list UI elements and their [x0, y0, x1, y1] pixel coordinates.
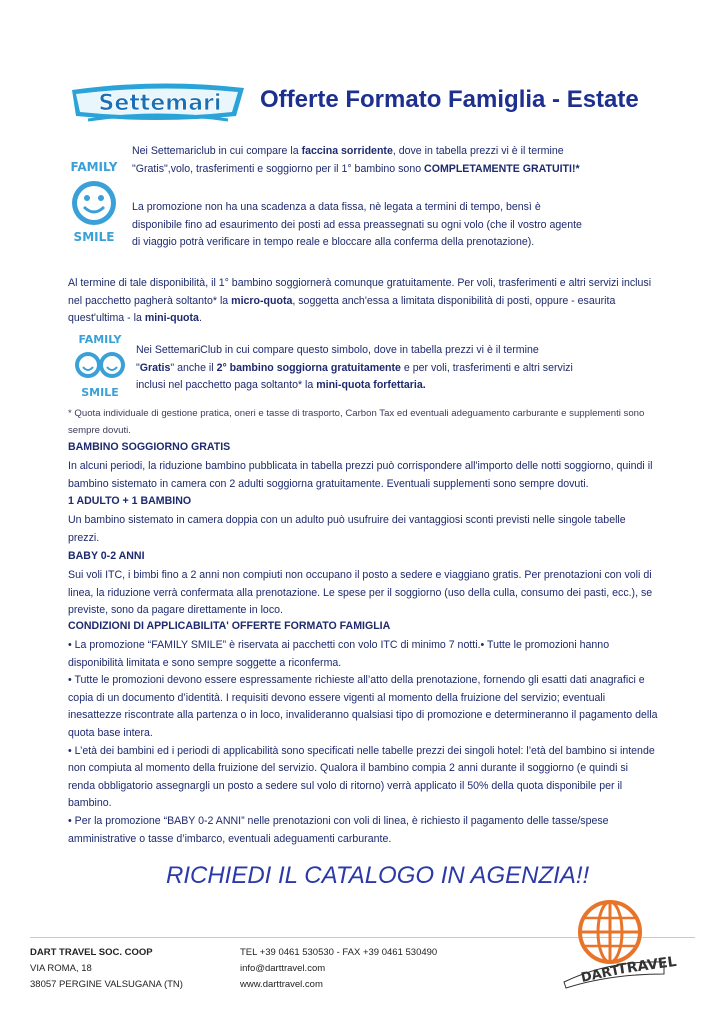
svg-text:SMILE: SMILE: [73, 230, 115, 244]
address-line-1: VIA ROMA, 18: [30, 963, 92, 974]
footnote: * Quota individuale di gestione pratica, oneri e tasse di trasporto, Carbon Tax ed eventuali adeguamento carburante e supplementi sono sempre dovuti.: [68, 408, 645, 436]
section-title-adulto-bambino: 1 ADULTO + 1 BAMBINO: [68, 495, 192, 507]
condition-item: • La promozione “FAMILY SMILE” è riservata ai pacchetti con volo ITC di minimo 7 notti.• Tutte le promozioni hanno disponibilità limitata e sono sempre soggette a riconferma.: [68, 639, 610, 669]
family-smile-double-icon: [68, 330, 132, 400]
svg-text:FAMILY: FAMILY: [70, 160, 118, 174]
svg-text:FAMILY: FAMILY: [78, 333, 122, 346]
intro-paragraph-3: Al termine di tale disponibilità, il 1° bambino soggiornerà comunque gratuitamente. Per voli, trasferimenti e altri servizi inclusi nel pacchetto pagherà soltanto* la micro-quota, soggetta anch'essa a limitata disponibilità di posti, oppure - esaurita quest'ultima - la mini-quota.: [68, 277, 652, 325]
settemari-logo: [68, 80, 248, 122]
section-title-bambino-gratis: BAMBINO SOGGIORNO GRATIS: [68, 441, 231, 453]
intro-paragraph-1: Nei Settemariclub in cui compare la faccina sorridente, dove in tabella prezzi vi è il termine "Gratis",volo, trasferimenti e soggiorno per il 1° bambino sono COMPLETAMENTE GRATUITI!*: [132, 145, 580, 175]
address-line-2: 38057 PERGINE VALSUGANA (TN): [30, 979, 183, 990]
company-name: DART TRAVEL SOC. COOP: [30, 947, 153, 958]
phone-fax: TEL +39 0461 530530 - FAX +39 0461 530490: [240, 947, 438, 958]
footer-address: [30, 945, 183, 993]
catalog-cta: RICHIEDI IL CATALOGO IN AGENZIA!!: [166, 862, 590, 889]
section-body-bambino-gratis: In alcuni periodi, la riduzione bambino pubblicata in tabella prezzi può corrispondere all'importo delle notti soggiorno, quindi il bambino sistemato in camera con 2 adulti soggiorna gratuitamente. Eventuali supplementi sono sempre dovuti.: [68, 460, 653, 490]
condition-item: • Per la promozione “BABY 0-2 ANNI” nelle prenotazioni con voli di linea, è richiesto il pagamento delle tasse/spese amministrative o tasse d’imbarco, eventuali adeguamenti carburante.: [68, 814, 609, 845]
footer-contacts: [240, 945, 437, 993]
website-link[interactable]: www.darttravel.com: [240, 979, 323, 990]
svg-text:SMILE: SMILE: [81, 386, 119, 399]
svg-text:DART: DART: [579, 963, 622, 986]
condition-item: • L’età dei bambini ed i periodi di applicabilità sono specificati nelle tabelle prezzi dei singoli hotel: l’età del bambino si intende non compiuta al momento della fruizione del servizio. Qualora il bambino compia 2 anni durante il soggiorno (e quindi si renda obbligatorio assegnargli un posto a sedere sul volo di ritorno) verrà applicato il 50% della quota disponibile per il bambino.: [68, 744, 655, 810]
section-title-condizioni: CONDIZIONI DI APPLICABILITA' OFFERTE FORMATO FAMIGLIA: [68, 620, 391, 632]
email-link[interactable]: info@darttravel.com: [240, 963, 326, 974]
intro-paragraph-2: La promozione non ha una scadenza a data fissa, nè legata a termini di tempo, bensì è disponibile fino ad esaurimento dei posti ad essa preassegnati su ogni volo (che il vostro agente di viaggio potrà verificare in tempo reale e bloccare alla conferma della prenotazione).: [132, 201, 582, 249]
section-body-adulto-bambino: Un bambino sistemato in camera doppia con un adulto può usufruire dei vantaggiosi sconti previsti nelle singole tabelle prezzi.: [68, 514, 626, 544]
svg-text:TRAVEL: TRAVEL: [616, 953, 678, 978]
condition-item: • Tutte le promozioni devono essere espressamente richieste all’atto della prenotazione, fornendo gli esatti dati anagrafici e copia di un documento d’identità. I requisiti devono essere vigenti al momento della fruizione del servizio; eventuali inesattezze riscontrate alla partenza o in loco, invalideranno qualsiasi tipo di promozione e determineranno il pagamento della quota base intera.: [68, 674, 658, 739]
section-title-baby: BABY 0-2 ANNI: [68, 550, 145, 562]
svg-text:Settemari: Settemari: [98, 91, 222, 116]
conditions-list: [68, 637, 658, 848]
intro-paragraph-4: Nei SettemariClub in cui compare questo simbolo, dove in tabella prezzi vi è il termine "Gratis" anche il 2° bambino soggiorna gratuitamente e per voli, trasferimenti e altri servizi inclusi nel pacchetto paga soltanto* la mini-quota forfettaria.: [136, 344, 573, 392]
section-body-baby: Sui voli ITC, i bimbi fino a 2 anni non compiuti non occupano il posto a sedere e viaggiano gratis. Per prenotazioni con voli di linea, la riduzione verrà confermata alla prenotazione. Le spese per il soggiorno (uso della culla, consumo dei pasti, ecc.), se previste, sono da pagare direttamente in loco.: [68, 569, 653, 617]
family-smile-badge-icon: [62, 155, 126, 247]
page-title: Offerte Formato Famiglia - Estate: [260, 86, 639, 113]
dart-travel-logo: [560, 890, 678, 990]
